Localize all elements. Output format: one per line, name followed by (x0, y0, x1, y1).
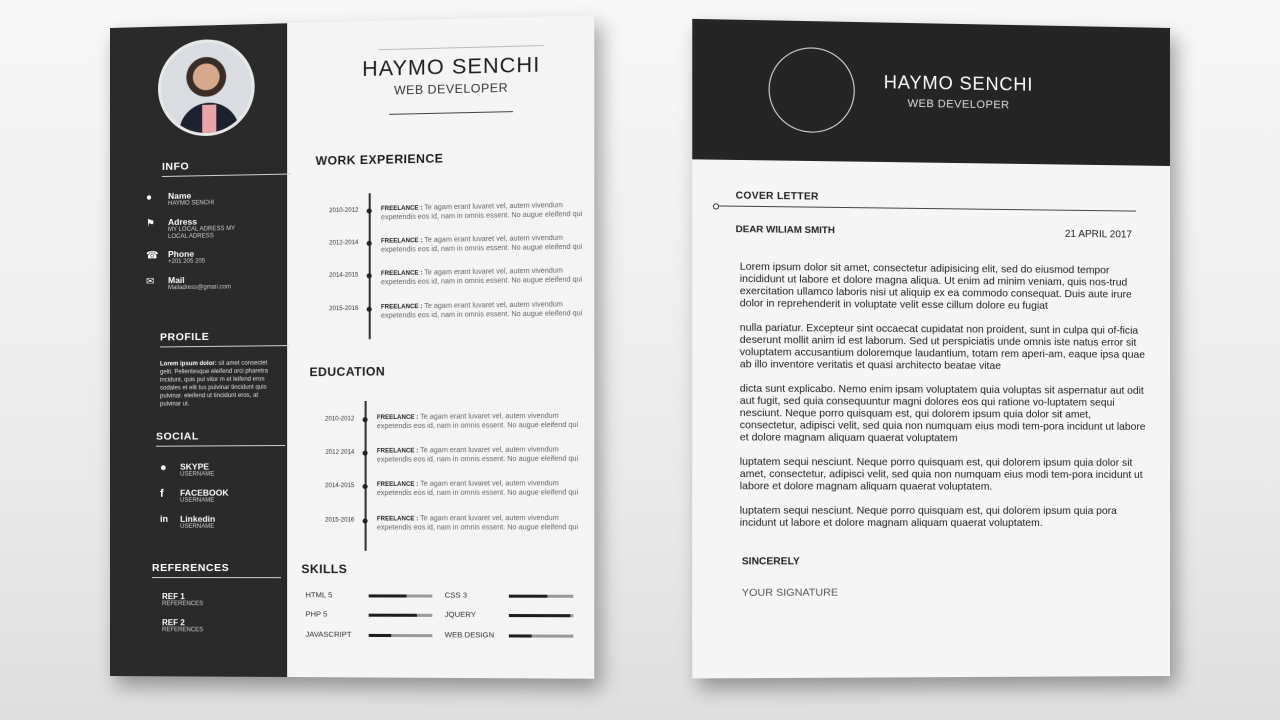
location-pin-icon: ⚑ (145, 218, 155, 230)
social-skype: ● SKYPE USERNAME (160, 461, 215, 478)
work-item: 2012-2014 FREELANCE : Te agam erant luvaret vel, autem vivendum expetendis eos id, nam in omnis essent. No augue eleifend qui (329, 234, 583, 254)
signature: YOUR SIGNATURE (741, 586, 839, 599)
info-address: ⚑ Adress MY LOCAL ADRESS MY LOCAL ADRESS (145, 216, 236, 241)
social-heading: SOCIAL (156, 430, 285, 447)
cover-name: HAYMO SENCHI (883, 72, 1034, 95)
skill-item: JQUERY (445, 610, 582, 623)
skill-bar (369, 594, 433, 597)
work-experience-heading: WORK EXPERIENCE (315, 151, 444, 168)
divider (719, 205, 1136, 211)
resume-page (110, 15, 594, 679)
skill-item: PHP 5 (305, 609, 440, 622)
work-timeline (369, 193, 371, 339)
skill-item: WEB DESIGN (445, 630, 582, 643)
education-timeline (365, 401, 367, 551)
resume-title: WEB DEVELOPER (394, 80, 509, 98)
info-phone: ☎ Phone +201 205 205 (145, 248, 206, 266)
skill-bar (509, 634, 574, 637)
letter-paragraph: Lorem ipsum dolor sit amet, consectetur adipisicing elit, sed do eiusmod tempor incididunt ut labore et dolore magna aliqua. Ut enim ad minim veniam, quis nos-trud exercitation ullamco laboris nisi ut aliquip ex ea commodo consequat. Duis aute irure dolor in reprehenderit in voluptate velit esse cillum dolore eu fugiat (739, 261, 1132, 312)
skill-item: CSS 3 (445, 590, 582, 602)
references-heading: REFERENCES (152, 562, 281, 578)
letter-paragraph: dicta sunt explicabo. Nemo enim ipsam voluptatem quia voluptas sit aspernatur aut odit aut fugit, sed quia consequuntur magni dolores eos qui ratione vo-luptatem sequi nesciunt. Neque porro quisquam est, qui dolorem ipsum quia dolor sit amet, consectetur, adipisci velit, sed quia non numquam eius modi tem-pora incidunt ut labore et dolore magnam aliquam quaerat voluptatem (739, 383, 1146, 445)
skill-bar (369, 634, 433, 637)
skill-item: HTML 5 (305, 590, 440, 602)
skill-item: JAVASCRIPT (305, 630, 440, 643)
resume-name: HAYMO SENCHI (362, 53, 541, 82)
skype-icon: ● (160, 461, 167, 474)
work-item: 2010-2012 FREELANCE : Te agam erant luvaret vel, autem vivendum expetendis eos id, nam in omnis essent. No augue eleifend qui (329, 202, 583, 221)
education-item: 2015-2016 FREELANCE : Te agam erant luvaret vel, autem vivendum expetendis eos id, nam in omnis essent. No augue eleifend qui (325, 514, 579, 532)
timeline-dot (367, 208, 372, 213)
phone-icon: ☎ (145, 250, 159, 262)
salutation: DEAR WILIAM SMITH (735, 223, 835, 237)
timeline-dot (367, 273, 372, 278)
work-item: 2015-2016 FREELANCE : Te agam erant luvaret vel, autem vivendum expetendis eos id, nam in omnis essent. No augue eleifend qui (329, 301, 583, 320)
timeline-dot (363, 417, 368, 422)
reference-1: REF 1 REFERENCES (162, 592, 204, 608)
skill-bar (509, 614, 574, 617)
skill-bar (509, 595, 574, 598)
timeline-dot (363, 451, 368, 456)
rule-dot (713, 203, 719, 209)
resume-main (287, 15, 594, 679)
profile-text: Lorem ipsum dolor: sit amet consectet gelit. Pellentesque eleifend orci pharetra incidunt, quis pul vitor m et leifend eros sodales et elit tus pulvinar tincidunt quis pulvinar. eleifend ut tincidunt eros, at pulvinar ut. (160, 360, 268, 408)
cover-letter-page (692, 19, 1170, 679)
education-heading: EDUCATION (309, 364, 386, 380)
timeline-dot (363, 484, 368, 489)
cover-title: WEB DEVELOPER (907, 97, 1010, 112)
cover-letter-heading: COVER LETTER (735, 190, 819, 203)
timeline-dot (367, 307, 372, 312)
education-item: 2014-2015 FREELANCE : Te agam erant luvaret vel, autem vivendum expetendis eos id, nam in omnis essent. No augue eleifend qui (325, 480, 579, 497)
education-item: 2010-2012 FREELANCE : Te agam erant luvaret vel, autem vivendum expetendis eos id, nam in omnis essent. No augue eleifend qui (325, 412, 579, 430)
linkedin-icon: in (160, 513, 169, 524)
resume-sidebar (110, 23, 287, 677)
letter-paragraph: nulla pariatur. Excepteur sint occaecat cupidatat non proident, sunt in culpa qui of-ficia deserunt mollit anim id est laborum. Sed ut perspiciatis unde omnis iste natus error sit voluptatem accusantium doloremque laudantium, totam rem aperi-am, eaque ipsa quae ab illo inventore veritatis et quasi architecto beatae vitae (739, 322, 1145, 372)
letter-paragraph: luptatem sequi nesciunt. Neque porro quisquam est, qui dolorem ipsum quia pora incidunt ut labore et dolore magnam aliquam quaerat voluptatem. (739, 505, 1117, 529)
person-icon: ● (145, 192, 153, 204)
profile-photo (158, 38, 255, 137)
info-mail: ✉ Mail Mailadress@gmail.com (145, 274, 231, 292)
profile-heading: PROFILE (160, 330, 289, 348)
divider (379, 45, 544, 50)
info-name: ● Name HAYMO SENCHI (145, 190, 215, 207)
closing: SINCERELY (741, 556, 800, 568)
work-item: 2014-2015 FREELANCE : Te agam erant luvaret vel, autem vivendum expetendis eos id, nam in omnis essent. No augue eleifend qui (329, 267, 583, 286)
info-heading: INFO (162, 158, 291, 177)
photo-placeholder (769, 47, 855, 134)
cover-header (692, 19, 1170, 166)
letter-paragraph: luptatem sequi nesciunt. Neque porro quisquam est, qui dolorem ipsum quia dolor sit amet, consectetur, adipisci velit, sed quia non numquam eius modi tem-pora incidunt ut labore et dolore magnam aliquam quaerat voluptatem. (739, 456, 1143, 493)
social-linkedin: in Linkedin USERNAME (160, 513, 216, 530)
timeline-dot (363, 518, 368, 523)
skills-heading: SKILLS (301, 561, 348, 577)
reference-2: REF 2 REFERENCES (162, 618, 204, 634)
social-facebook: f FACEBOOK USERNAME (160, 487, 229, 504)
education-item: 2012 2014 FREELANCE : Te agam erant luvaret vel, autem vivendum expetendis eos id, nam in omnis essent. No augue eleifend qui (325, 446, 579, 464)
timeline-dot (367, 241, 372, 246)
skill-bar (369, 614, 433, 617)
letter-date: 21 APRIL 2017 (1064, 228, 1132, 241)
divider (389, 111, 513, 115)
mail-icon: ✉ (145, 276, 155, 288)
facebook-icon: f (160, 487, 164, 500)
